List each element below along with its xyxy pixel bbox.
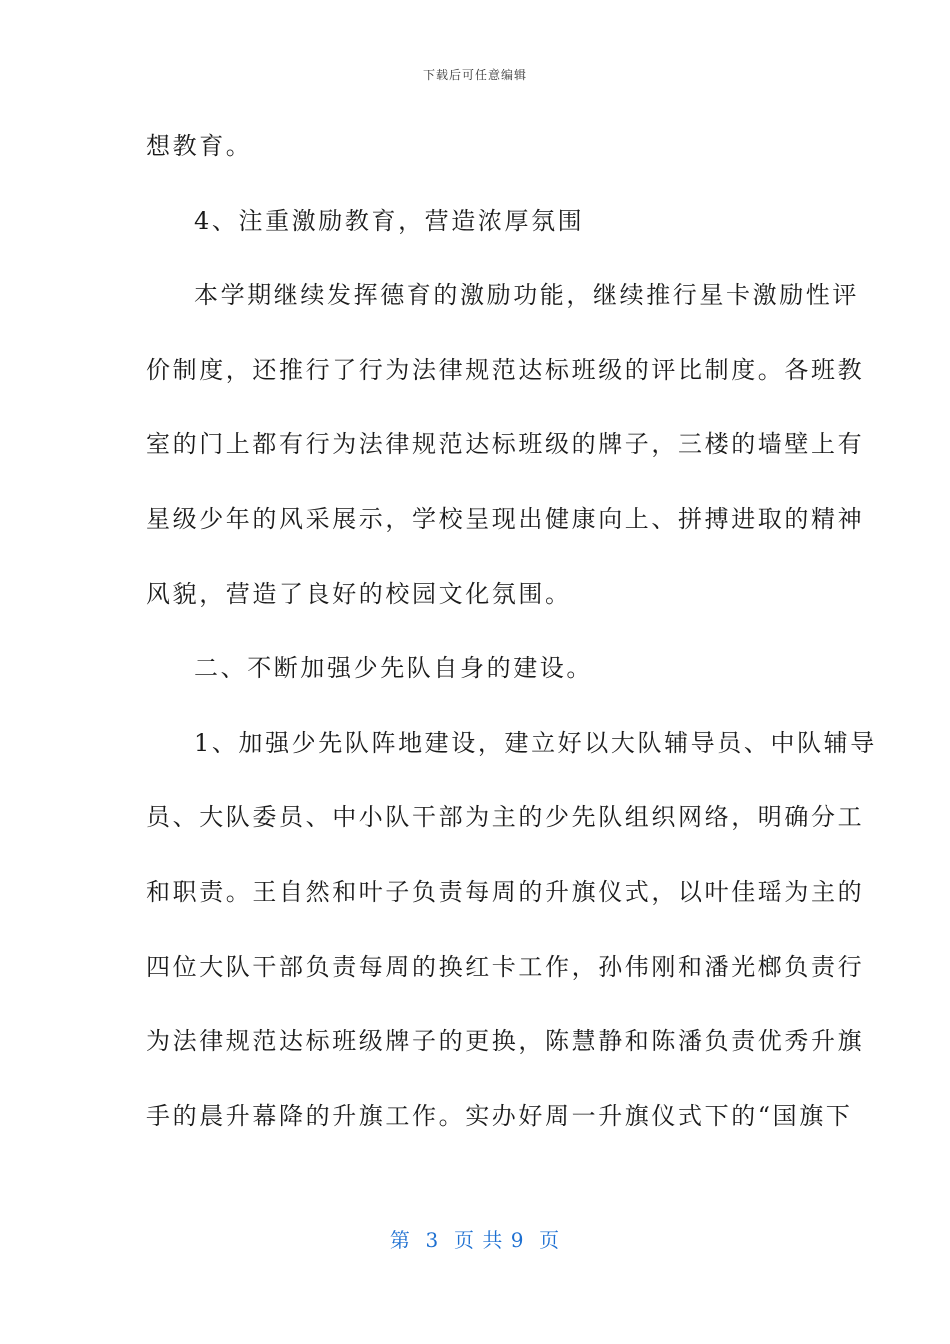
text-line-13: 为法律规范达标班级牌子的更换，陈慧静和陈潘负责优秀升旗 — [146, 1027, 865, 1056]
text-line-4: 价制度，还推行了行为法律规范达标班级的评比制度。各班教 — [146, 355, 865, 384]
text-line-3: 本学期继续发挥德育的激励功能，继续推行星卡激励性评 — [194, 281, 859, 310]
document-body — [146, 118, 877, 1162]
text-line-5: 室的门上都有行为法律规范达标班级的牌子，三楼的墙壁上有 — [146, 430, 865, 459]
text-line-14: 手的晨升幕降的升旗工作。实办好周一升旗仪式下的“国旗下 — [146, 1101, 853, 1130]
text-line-12: 四位大队干部负责每周的换红卡工作，孙伟刚和潘光榔负责行 — [146, 952, 865, 981]
page-number: 第 3 页 共 9 页 — [389, 1228, 561, 1252]
section-heading-2: 二、不断加强少先队自身的建设。 — [194, 654, 593, 683]
header-note: 下载后可任意编辑 — [422, 68, 527, 82]
text-line-11: 和职责。王自然和叶子负责每周的升旗仪式，以叶佳瑶为主的 — [146, 877, 865, 906]
text-line-7: 风貌，营造了良好的校园文化氛围。 — [146, 579, 572, 608]
text-line-9: 1、加强少先队阵地建设，建立好以大队辅导员、中队辅导 — [194, 728, 877, 757]
text-line-6: 星级少年的风采展示，学校呈现出健康向上、拼搏进取的精神 — [146, 504, 865, 533]
text-line-1: 想教育。 — [146, 132, 253, 160]
text-line-10: 员、大队委员、中小队干部为主的少先队组织网络，明确分工 — [146, 803, 865, 832]
section-heading-4: 4、注重激励教育，营造浓厚氛围 — [194, 206, 585, 235]
